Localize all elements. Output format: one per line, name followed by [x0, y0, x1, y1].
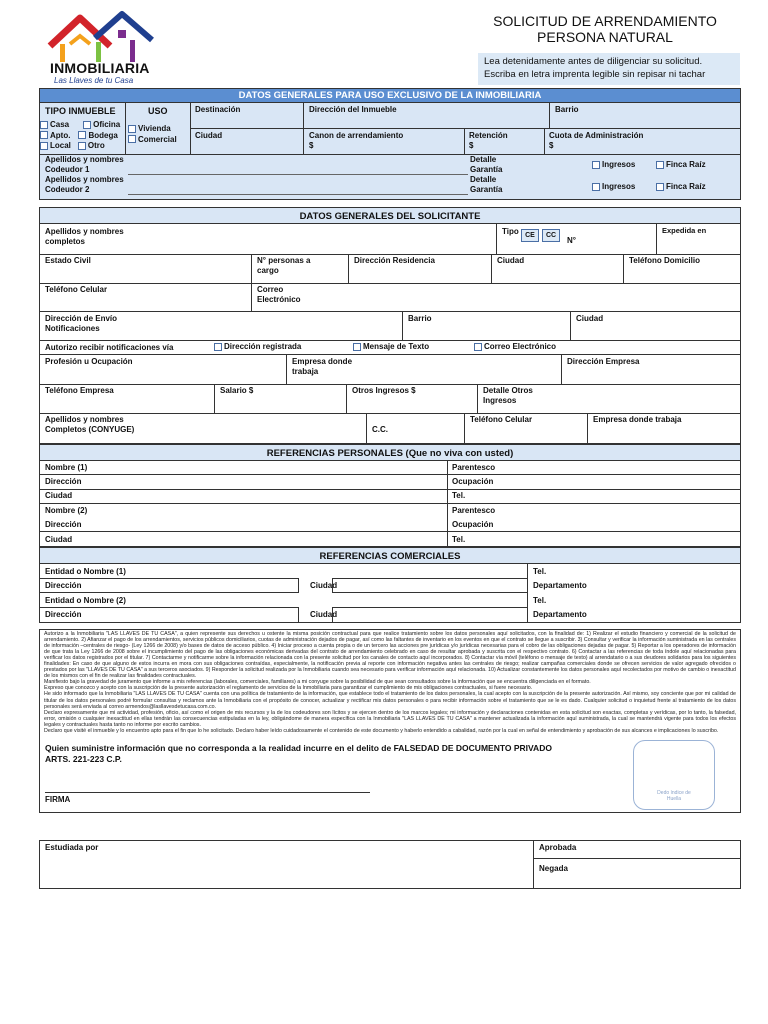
tel-domicilio-label: Teléfono Domicilio: [629, 256, 700, 265]
ref1-ocupacion-label: Ocupación: [452, 477, 494, 486]
apto-checkbox[interactable]: [40, 131, 48, 139]
conyuge-label: Apellidos y nombres Completos (CONYUGE): [45, 415, 135, 434]
casa-label: Casa: [50, 120, 70, 129]
ref2-direccion-label: Dirección: [45, 520, 82, 529]
firma-label: FIRMA: [45, 795, 71, 804]
detalle-otros-label: Detalle Otros Ingresos: [483, 386, 533, 405]
canon-label: Canon de arrendamiento: [309, 131, 404, 140]
detalle-garantia-2-label: Detalle Garantía: [470, 175, 503, 194]
tipo-inmueble-label: TIPO INMUEBLE: [45, 106, 116, 116]
comercial-label: Comercial: [138, 134, 177, 144]
cuota-label: Cuota de Administración: [549, 131, 644, 140]
dir-registrada-label: Dirección registrada: [224, 342, 302, 351]
title-line-1: SOLICITUD DE ARRENDAMIENTO: [493, 13, 717, 29]
codeudor-1-label: Apellidos y nombres Codeudor 1: [45, 155, 124, 174]
huella-caption: Dedo índice de Huella: [657, 790, 691, 802]
com1-ciudad-label: Ciudad: [310, 581, 338, 590]
brand-tagline: Las Llaves de tu Casa: [54, 76, 134, 85]
logo: [40, 8, 175, 88]
otro-checkbox[interactable]: [78, 142, 86, 150]
house-logo-icon: [40, 8, 175, 66]
mensaje-texto-checkbox[interactable]: [353, 343, 361, 351]
com1-direccion-label: Dirección: [45, 581, 82, 590]
section-inmobiliaria-header: DATOS GENERALES PARA USO EXCLUSIVO DE LA INMOBILIARIA: [40, 89, 740, 102]
otros-ingresos-label: Otros Ingresos $: [352, 386, 416, 395]
otro-label: Otro: [87, 141, 105, 150]
ref2-nombre-label: Nombre (2): [45, 506, 88, 515]
barrio-env-label: Barrio: [408, 314, 432, 323]
com2-ciudad-label: Ciudad: [310, 610, 338, 619]
finca-2-checkbox[interactable]: [656, 183, 664, 191]
arts-text: ARTS. 221-223 C.P.: [45, 754, 122, 764]
com2-entidad-label: Entidad o Nombre (2): [45, 596, 126, 605]
cuota-currency: $: [549, 141, 554, 150]
cc-option[interactable]: CC: [542, 229, 560, 242]
aprobada-label: Aprobada: [539, 843, 577, 852]
empresa-label: Empresa donde trabaja: [292, 357, 353, 376]
estudiada-label: Estudiada por: [45, 843, 99, 852]
ref1-parentesco-label: Parentesco: [452, 463, 496, 472]
profesion-label: Profesión u Ocupación: [45, 357, 133, 366]
ingresos-2-label: Ingresos: [602, 182, 636, 191]
brand-name: INMOBILIARIA: [50, 60, 150, 76]
destinacion-label: Destinación: [195, 105, 241, 114]
com1-entidad-label: Entidad o Nombre (1): [45, 567, 126, 576]
tel-celular-conyuge-label: Teléfono Celular: [470, 415, 533, 424]
ref2-ocupacion-label: Ocupación: [452, 520, 494, 529]
ref1-nombre-label: Nombre (1): [45, 463, 88, 472]
bodega-label: Bodega: [88, 130, 118, 140]
expedida-label: Expedida en: [662, 226, 707, 235]
direccion-inmueble-label: Dirección del Inmueble: [309, 105, 397, 114]
personas-cargo-label: N° personas a cargo: [257, 256, 311, 275]
ref1-direccion-label: Dirección: [45, 477, 82, 486]
correo-label: Correo Electrónico: [257, 285, 301, 304]
com2-direccion-label: Dirección: [45, 610, 82, 619]
local-checkbox[interactable]: [40, 142, 48, 150]
retencion-currency: $: [469, 141, 474, 150]
ref2-parentesco-label: Parentesco: [452, 506, 496, 515]
oficina-checkbox[interactable]: [83, 121, 91, 129]
codeudor-2-label: Apellidos y nombres Codeudor 2: [45, 175, 124, 194]
legal-text: [44, 631, 736, 734]
dir-envio-label: Dirección de Envío Notificaciones: [45, 314, 118, 333]
retencion-label: Retención: [469, 131, 508, 140]
local-label: Local: [50, 141, 71, 150]
legal-paragraph-6: Declaro que visité el inmueble y lo encuentro apto para el fin que lo he solicitado. Declaro haber leído cuidadosamente el contenido de este documento y haberlo entendido a cabalidad, razón por la cual en señal de entendimiento y aprobación de sus alcances e implicaciones lo suscribo.: [44, 727, 719, 734]
title-line-2: PERSONA NATURAL: [537, 29, 673, 45]
instruction-note: [478, 53, 740, 85]
correo-electronico-label: Correo Electrónico: [484, 342, 557, 351]
firma-line[interactable]: [45, 792, 370, 793]
ref2-tel-label: Tel.: [452, 535, 466, 544]
comercial-checkbox[interactable]: [128, 135, 136, 143]
apellidos-label: Apellidos y nombres completos: [45, 227, 124, 246]
canon-currency: $: [309, 141, 314, 150]
section-solicitante-header: DATOS GENERALES DEL SOLICITANTE: [39, 207, 741, 224]
salario-label: Salario $: [220, 386, 254, 395]
finca-2-label: Finca Raíz: [666, 182, 706, 191]
negada-label: Negada: [539, 864, 568, 873]
apto-label: Apto.: [50, 130, 71, 140]
com1-depto-label: Departamento: [533, 581, 587, 590]
uso-label: USO: [148, 106, 168, 116]
autorizo-label: Autorizo recibir notificaciones vía: [45, 343, 174, 352]
legal-paragraph-1: Autorizo a la Inmobiliaria "LAS LLAVES DE TU CASA", a quien represente sus derechos u ostente la misma posición contractual para que realice tratamiento sobre los datos personales aquí solicitados, con la finalidad de: 1) Realizar el estudio financiero y comercial de la solicitud de arrendamiento. 2) Afianzar el pago de los arrendamientos, servicios públicos domiciliarios, cuotas de administración dejados de pagar, así como las faltantes de inventario en los eventos en que el contrato se llegue a suscribir. 3) Consultar y verificar la información suministrada en las centrales de información –centrales de riesgo- (Ley 1266 de 2008) y/o bases de datos de acceso público. 4) Iniciar proceso a cuenta propia o de un tercero las acciones pre jurídicas y/o jurídicas necesarias para el cobro de las obligaciones dejadas de pagar. 5) Reportar a los operadores de información de que trata la Ley 1266 de 2008 sobre el incumplimiento del pago de las obligaciones económicas derivadas del contrato de arrendamiento celebrado en caso de resultar aprobada y suscrita con el respectivo contrato. 6) Contactar a las referencias de toda índole aquí relacionadas para verificar los datos registrados por el titular. 7) Contactarme y notificarme sobre la información relacionada con la presente solicitud por los canales de contacto aquí incorporados. 8) Contactar vía móvil (teléfono o mensaje de texto) al arrendatario o a sus deudores solidarios para los siguientes finalidades: En caso de que alguno de estos incurra en mora con sus obligaciones contraídas, especialmente, la notificación previa al reporte con información negativa antes las centrales de riesgo; realizar campañas comerciales donde se ofrecen servicios de valor agregado ofrecidos o prestados por las "LLAVES DE TU CASA" a sus terceros asociados. 9) Responder la solicitud realizada por la Inmobiliaria cuando sea necesario para verificar información aquí relacionada. 10) Actualizar constantemente los datos personales aquí recolectados por motivo de cambio o inexactitud de los mismos con el fin de realizar las finalidades contractuales.: [44, 631, 736, 680]
ce-option[interactable]: CE: [521, 229, 539, 242]
note-line-2: Escriba en letra imprenta legible sin repisar ni tachar: [484, 69, 706, 80]
com2-depto-label: Departamento: [533, 610, 587, 619]
detalle-garantia-1-label: Detalle Garantía: [470, 155, 503, 174]
correo-checkbox[interactable]: [474, 343, 482, 351]
estado-civil-label: Estado Civil: [45, 256, 91, 265]
ciudad-res-label: Ciudad: [497, 256, 525, 265]
ref1-tel-label: Tel.: [452, 491, 466, 500]
dir-registrada-checkbox[interactable]: [214, 343, 222, 351]
empresa-conyuge-label: Empresa donde trabaja: [593, 415, 682, 424]
legal-paragraph-2: Manifiesto bajo la gravedad de juramento que informe a mis referencias (laborales, comerciales, familiares) a mi conyuge sobre la posibilidad de que sean consultados sobre la información que se encuentra diligenciada en el formato.: [44, 679, 591, 686]
tel-empresa-label: Teléfono Empresa: [45, 386, 114, 395]
ref2-ciudad-label: Ciudad: [45, 535, 73, 544]
legal-paragraph-4: He sido informado que la Inmobiliaria "LAS LLAVES DE TU CASA" cuenta con una política de tratamiento de la información, que establece todo el tratamiento de los datos personales, la cual acepto con la suscripción de la presente autorización. Así mismo, soy conciente que por mi calidad de titular de los datos personales podré formular consultas y reclamos ante la Inmobiliaria con el propósito de conocer, actualizar y rectificar mis datos personales o para recibir información sobre el tratamiento que se le es dado. Cualquier solicitud o inquietud frente al tratamiento de los datos personales será enviada al correo armendos@lasllavesdetucasa.com.co.: [44, 691, 736, 710]
mensaje-texto-label: Mensaje de Texto: [363, 342, 430, 351]
tipo-doc-label: Tipo: [502, 227, 519, 236]
approval-box: [39, 840, 741, 889]
numero-doc-label: N°: [567, 236, 576, 245]
vivienda-label: Vivienda: [138, 124, 171, 133]
com1-tel-label: Tel.: [533, 567, 547, 576]
ingresos-1-checkbox[interactable]: [592, 161, 600, 169]
dir-residencia-label: Dirección Residencia: [354, 256, 435, 265]
section-ref-personales-header: REFERENCIAS PERSONALES (Que no viva con usted): [39, 444, 741, 461]
dir-empresa-label: Dirección Empresa: [567, 357, 640, 366]
ciudad-label: Ciudad: [195, 131, 223, 140]
section-ref-comerciales-header: REFERENCIAS COMERCIALES: [39, 547, 741, 564]
ciudad-env-label: Ciudad: [576, 314, 604, 323]
vivienda-checkbox[interactable]: [128, 125, 136, 133]
casa-checkbox[interactable]: [40, 121, 48, 129]
finca-1-label: Finca Raíz: [666, 160, 706, 169]
ingresos-2-checkbox[interactable]: [592, 183, 600, 191]
finca-1-checkbox[interactable]: [656, 161, 664, 169]
warning-text: Quien suministre información que no corresponda a la realidad incurre en el delito de FALSEDAD DE DOCUMENTO PRIVADO: [45, 743, 552, 753]
page-title: [470, 13, 740, 45]
ingresos-1-label: Ingresos: [602, 160, 636, 169]
barrio-label: Barrio: [555, 105, 579, 114]
note-line-1: Lea detenidamente antes de diligenciar su solicitud.: [484, 56, 703, 67]
com2-tel-label: Tel.: [533, 596, 547, 605]
oficina-label: Oficina: [93, 120, 121, 129]
tel-celular-label: Teléfono Celular: [45, 285, 108, 294]
cc-conyuge-label: C.C.: [372, 425, 388, 434]
legal-paragraph-5: Declaro expresamente que mi actividad, profesión, oficio, así como el origen de mis recursos y la de los codeudores son lícitos y se ejercen dentro de los marcos legales; mi información y declaraciones contenidas en esta solicitud son exactas, completas y verídicas, por lo tanto, la falsedad, error, omisión o cualquier inexactitud en ellas tendrán las consecuencias estipuladas en la ley, obligándome de manera específica con la Inmobiliaria "LAS LLAVES DE TU CASA" a mantener actualizada la información aquí suministrada, la cual se mantendrá vigente para todos los efectos legales y contractuales hasta tanto no informe por escrito cambios.: [44, 709, 736, 728]
legal-paragraph-3: Expreso que conozco y acepto con la suscripción de la presente autorización el reglamento de servicios de la Inmobiliaria para garantizar el cumplimiento de mis obligaciones contractuales, si fuere necesario.: [44, 685, 533, 692]
bodega-checkbox[interactable]: [78, 131, 86, 139]
ref1-ciudad-label: Ciudad: [45, 491, 73, 500]
